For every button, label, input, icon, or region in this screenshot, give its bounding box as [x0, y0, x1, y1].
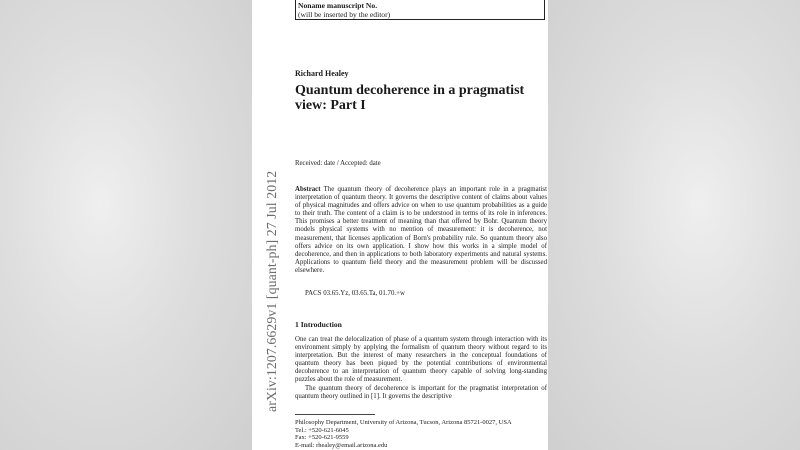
paragraph: The quantum theory of decoherence is important for the pragmatist interpretation of quantum theory outlined in [1]. It governs the descriptive: [295, 384, 547, 400]
arxiv-stamp: arXiv:1207.6629v1 [quant-ph] 27 Jul 2012: [264, 170, 279, 412]
paragraph: One can treat the delocalization of phase of a quantum system through interaction with its environment simply by applying the formalism of quantum theory without regard to its interpretation. But the interest of many researchers in the conceptual foundations of quantum theory has been piqued by the potential contributions of environmental decoherence to an interpretation of quantum theory capable of solving long-standing puzzles about the role of measurement.: [295, 336, 547, 384]
manuscript-note: (will be inserted by the editor): [298, 10, 391, 19]
affiliation-tel: Tel.: +520-621-6045: [295, 426, 349, 434]
introduction-text: [295, 336, 547, 401]
manuscript-box: [295, 0, 545, 20]
paper-page: [252, 0, 548, 450]
background-left: [0, 0, 252, 450]
paper-title: Quantum decoherence in a pragmatist view: Part I: [295, 83, 525, 113]
pacs-codes: PACS 03.65.Yz, 03.65.Ta, 01.70.+w: [305, 290, 405, 297]
manuscript-label: Noname manuscript No.: [298, 1, 378, 10]
footnote-rule: [295, 414, 375, 415]
received-date: Received: date / Accepted: date: [295, 160, 381, 167]
affiliation-fax: Fax: +520-621-9559: [295, 434, 349, 442]
section-heading: 1 Introduction: [295, 320, 342, 329]
abstract-label: Abstract: [295, 186, 321, 193]
abstract: [295, 186, 547, 275]
affiliation-block: [295, 419, 548, 449]
background-right: [548, 0, 800, 450]
abstract-text: The quantum theory of decoherence plays an important role in a pragmatist interpretation of quantum theory. It governs the descriptive content of claims about values of physical magnitudes and offers advice on when to use quantum probabilities as a guide to their truth. The content of a claim is to be understood in terms of its role in inferences. This promises a better treatment of meaning than that offered by Bohr. Quantum theory models physical systems with no mention of measurement: it is decoherence, not measurement, that licenses application of Born's probability rule. So quantum theory also offers advice on its own application. I show how this works in a simple model of decoherence, and then in applications to both laboratory experiments and natural systems. Applications to quantum field theory and the measurement problem will be discussed elsewhere.: [295, 186, 547, 274]
affiliation-address: Philosophy Department, University of Arizona, Tucson, Arizona 85721-0027, USA: [295, 419, 512, 426]
author-name: Richard Healey: [295, 69, 349, 78]
affiliation-email[interactable]: E-mail: rhealey@email.arizona.edu: [295, 441, 388, 449]
